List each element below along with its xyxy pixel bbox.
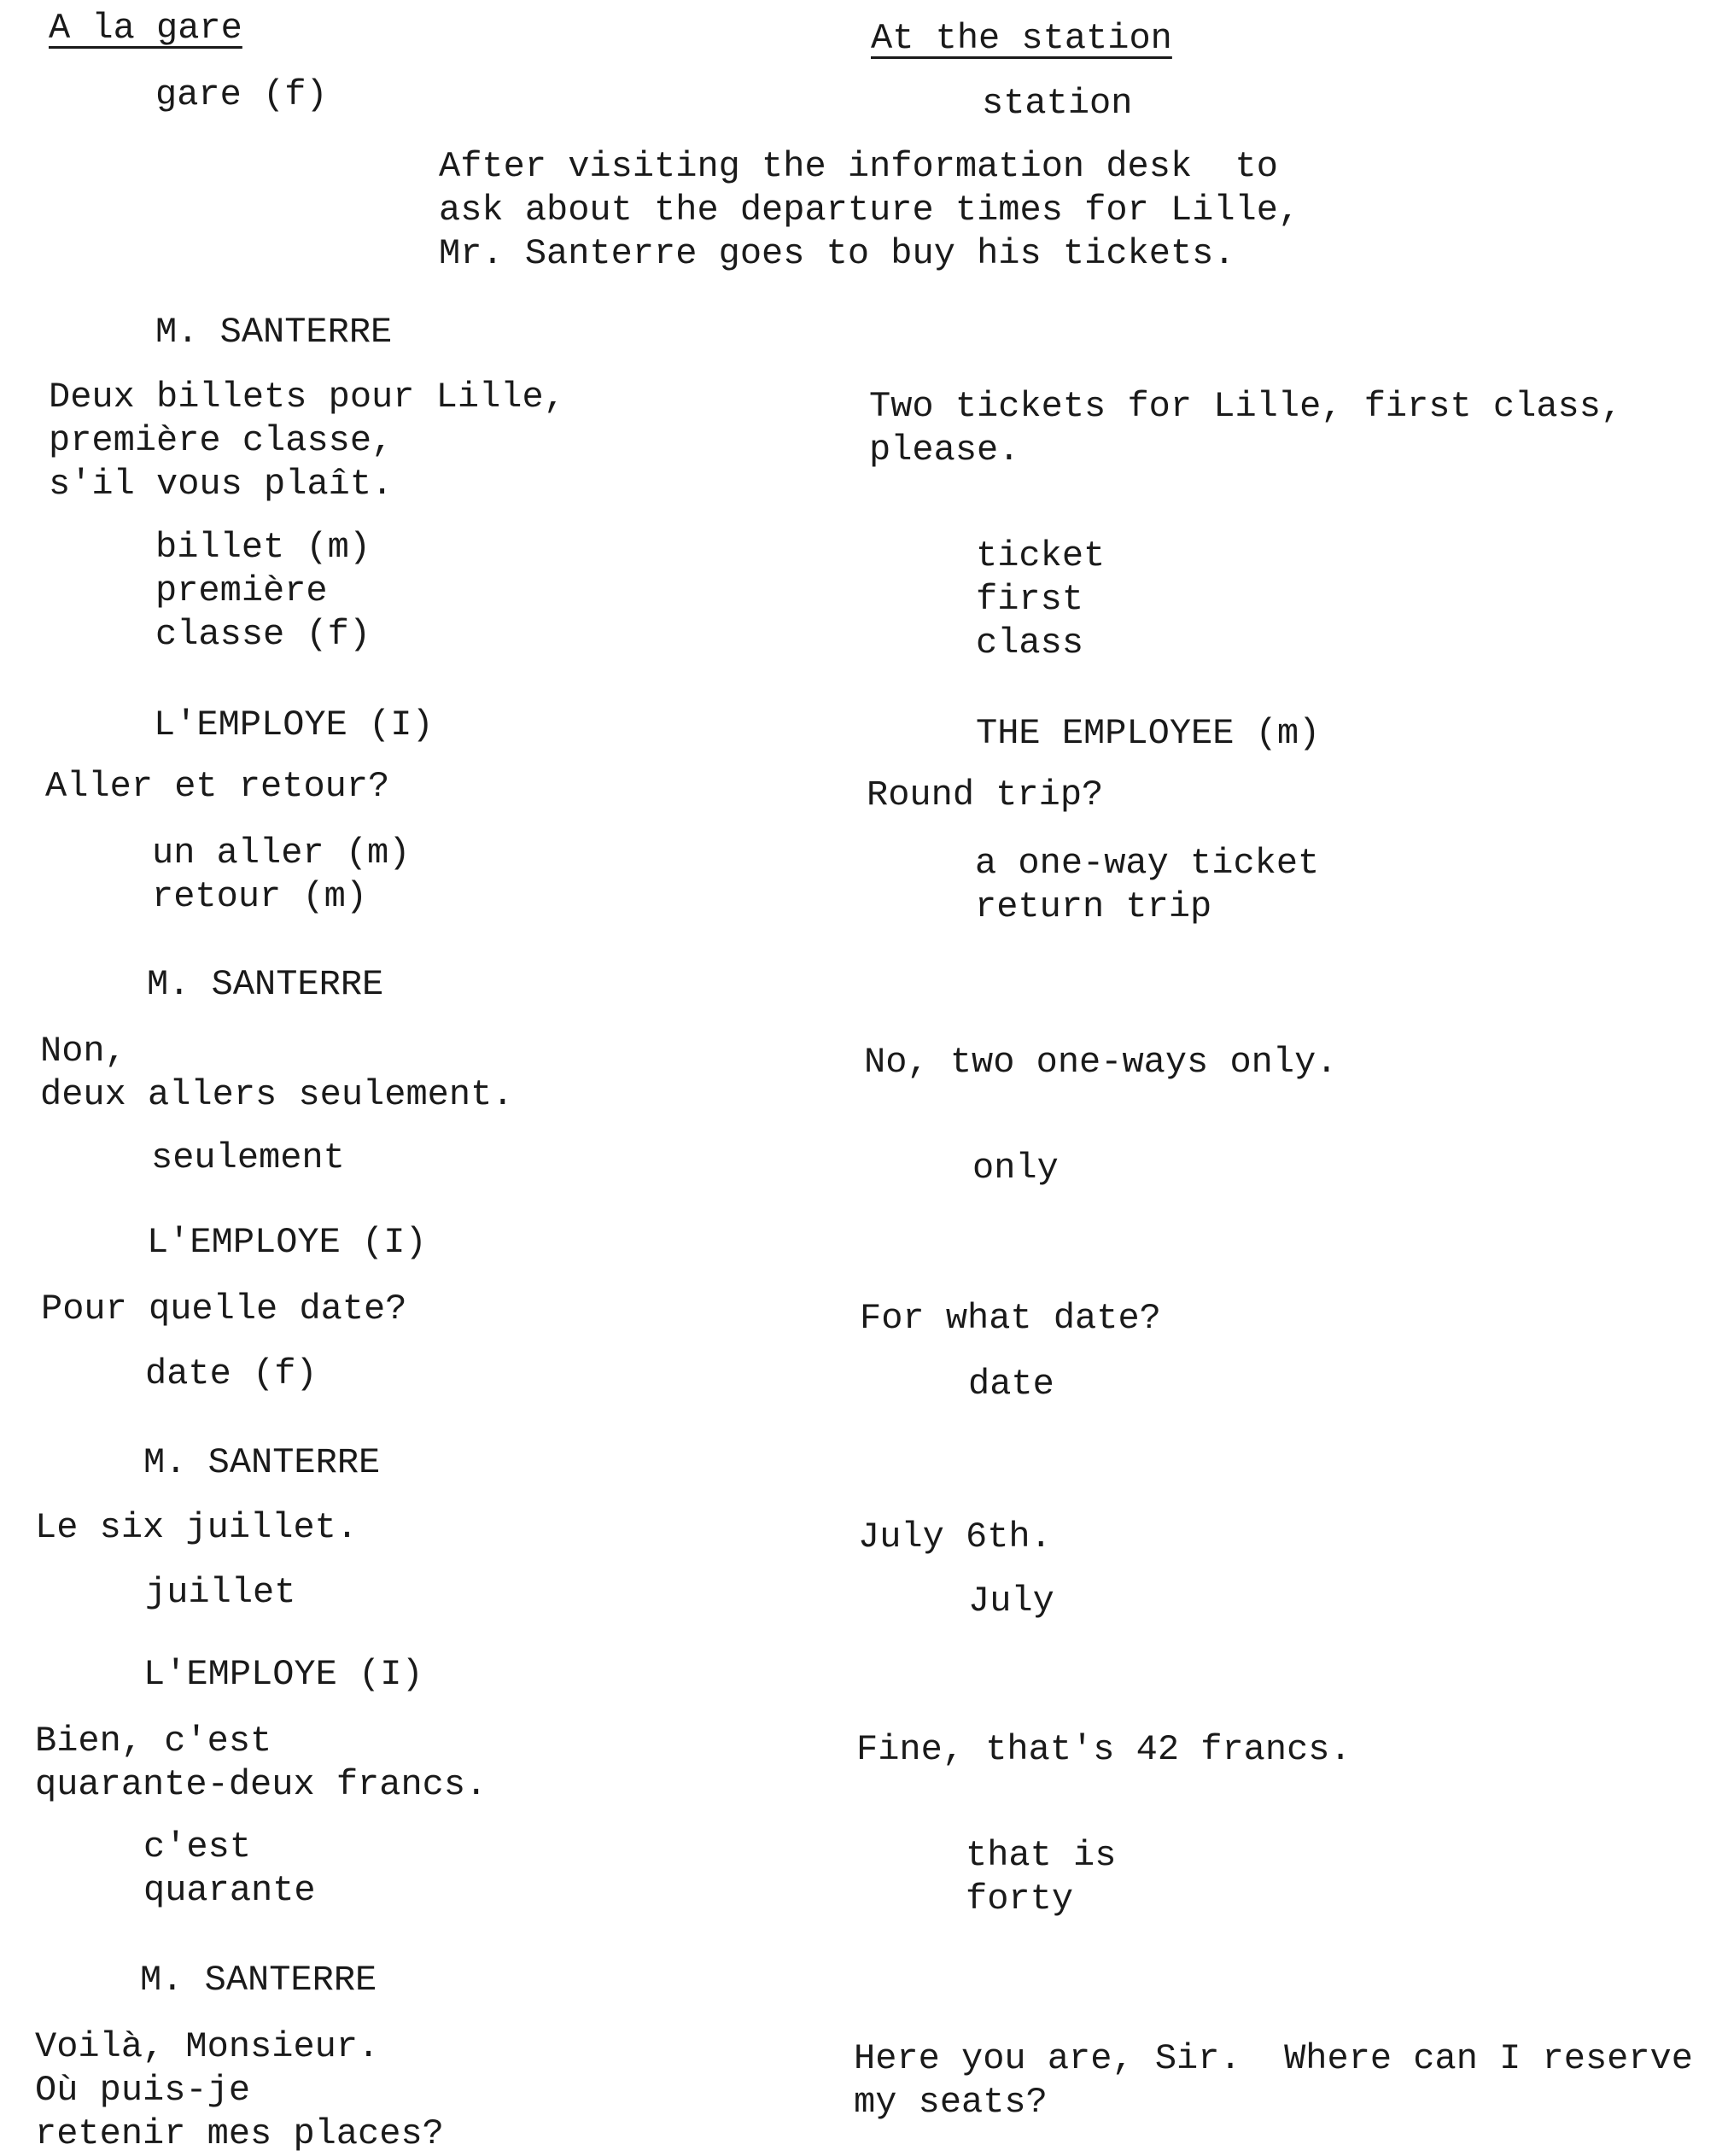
speaker-employee-en: THE EMPLOYEE (m) [976,713,1321,754]
english-line-6: Fine, that's 42 francs. [856,1729,1351,1770]
vocab-fr-5: juillet [145,1572,296,1613]
english-line-2: Round trip? [867,774,1104,815]
vocab-en-1: ticket first class [976,535,1106,663]
vocab-en-6: that is forty [966,1835,1117,1919]
speaker-santerre-2: M. SANTERRE [147,964,384,1005]
speaker-employe-1: L'EMPLOYE (I) [154,704,434,745]
speaker-santerre-4: M. SANTERRE [140,1960,377,2001]
english-title: At the station [871,18,1172,59]
french-line-3: Non, deux allers seulement. [40,1031,514,1115]
speaker-santerre-3: M. SANTERRE [143,1442,381,1483]
french-title: A la gare [49,8,242,49]
vocab-en-4: date [968,1364,1054,1405]
english-line-3: No, two one-ways only. [864,1042,1338,1083]
french-line-4: Pour quelle date? [41,1288,407,1329]
vocab-fr-2: un aller (m) retour (m) [152,833,411,917]
vocab-en-5: July [968,1580,1054,1621]
vocab-fr-4: date (f) [145,1353,318,1394]
french-line-2: Aller et retour? [45,766,390,807]
english-line-5: July 6th. [858,1516,1052,1557]
french-line-1: Deux billets pour Lille, première classe, s'il vous plaît. [49,377,565,505]
vocab-gare: gare (f) [155,74,328,115]
english-line-7: Here you are, Sir. Where can I reserve my seats? [854,2038,1693,2123]
vocab-station: station [982,83,1133,124]
speaker-santerre-1: M. SANTERRE [155,312,393,353]
english-line-1: Two tickets for Lille, first class, please. [869,386,1623,470]
vocab-en-2: a one-way ticket return trip [975,843,1320,927]
english-line-4: For what date? [860,1298,1161,1339]
vocab-en-3: only [972,1148,1059,1189]
speaker-employe-2: L'EMPLOYE (I) [147,1222,427,1263]
speaker-employe-3: L'EMPLOYE (I) [143,1654,423,1695]
french-line-6: Bien, c'est quarante-deux francs. [35,1721,487,1805]
french-line-5: Le six juillet. [35,1507,359,1548]
vocab-fr-6: c'est quarante [143,1826,316,1911]
intro-paragraph: After visiting the information desk to ask about the departure times for Lille, Mr. Santerre goes to buy his tickets. [439,146,1300,274]
vocab-fr-3: seulement [151,1137,345,1178]
french-line-7: Voilà, Monsieur. Où puis-je retenir mes places? [35,2026,444,2154]
vocab-fr-1: billet (m) première classe (f) [155,527,371,655]
